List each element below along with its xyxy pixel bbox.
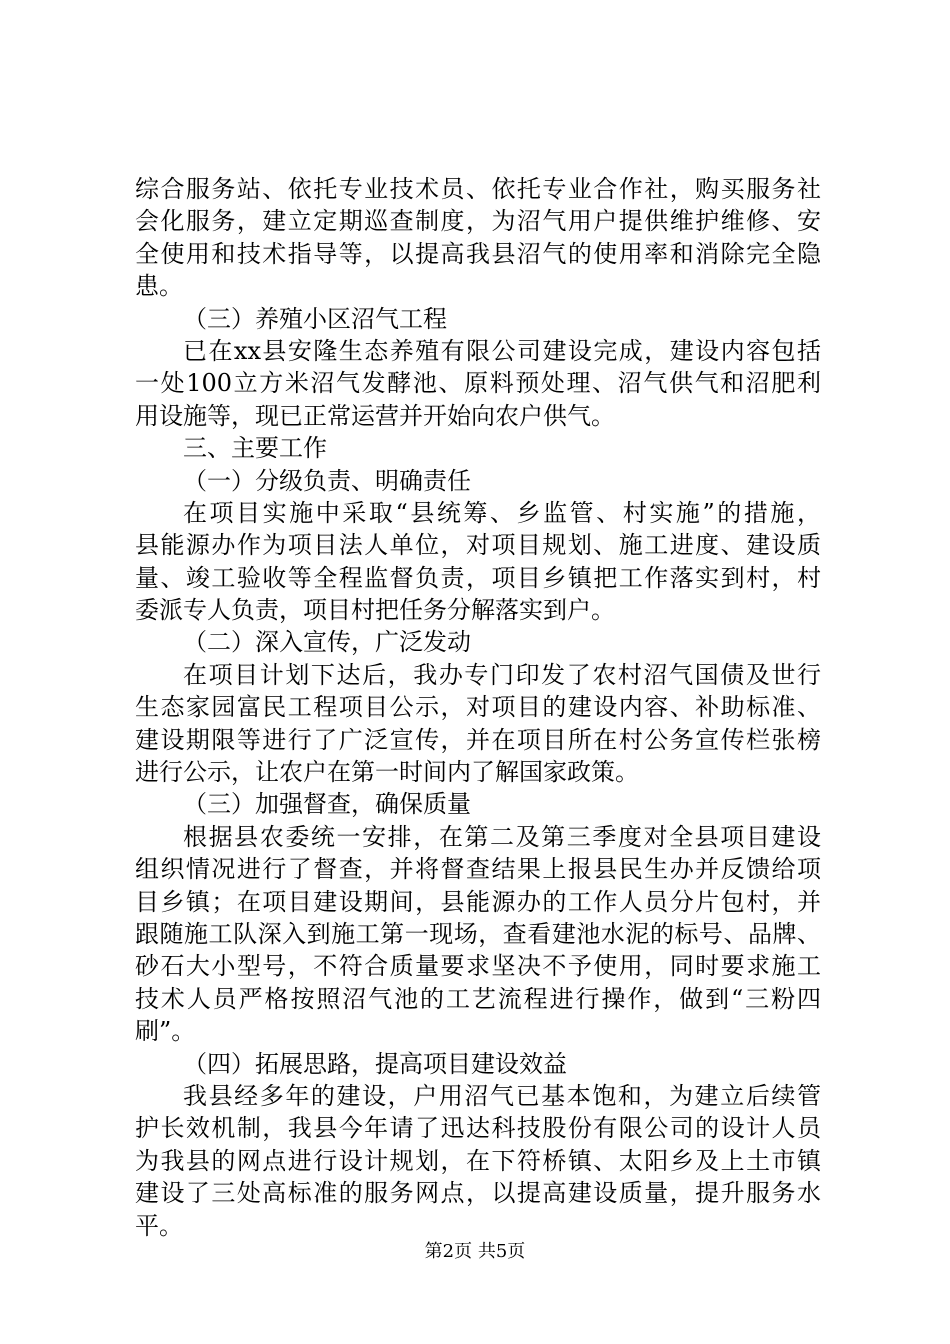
text-line: 根据县农委统一安排，在第二及第三季度对全县项目建设 — [183, 822, 821, 851]
text-line: 刷”。 — [135, 1017, 196, 1046]
text-line: （三）养殖小区沼气工程 — [183, 304, 447, 333]
text-line: 县能源办作为项目法人单位，对项目规划、施工进度、建设质 — [135, 531, 821, 560]
text-line: 三、主要工作 — [183, 434, 327, 463]
text-line: 为我县的网点进行设计规划，在下符桥镇、太阳乡及上土市镇 — [135, 1146, 821, 1175]
text-line: 砂石大小型号，不符合质量要求坚决不予使用，同时要求施工 — [135, 952, 821, 981]
text-line: 量、竣工验收等全程监督负责，项目乡镇把工作落实到村，村 — [135, 563, 821, 592]
text-line: （二）深入宣传，广泛发动 — [183, 628, 471, 657]
text-line: 组织情况进行了督查，并将督查结果上报县民生办并反馈给项 — [135, 855, 821, 884]
text-line: 护长效机制，我县今年请了迅达科技股份有限公司的设计人员 — [135, 1114, 821, 1143]
text-line: 会化服务，建立定期巡查制度，为沼气用户提供维护维修、安 — [135, 207, 821, 236]
text-line: 生态家园富民工程项目公示，对项目的建设内容、补助标准、 — [135, 693, 821, 722]
text-line: 患。 — [135, 272, 183, 301]
text-line: 已在xx县安隆生态养殖有限公司建设完成，建设内容包括 — [183, 336, 821, 365]
page-footer: 第2页 共5页 — [424, 1241, 526, 1262]
text-line: 建设期限等进行了广泛宣传，并在项目所在村公务宣传栏张榜 — [135, 725, 821, 754]
text-line: 一处100立方米沼气发酵池、原料预处理、沼气供气和沼肥利 — [135, 369, 821, 398]
text-line: （三）加强督查，确保质量 — [183, 790, 471, 819]
text-line: 目乡镇；在项目建设期间，县能源办的工作人员分片包村，并 — [135, 887, 821, 916]
text-line: 技术人员严格按照沼气池的工艺流程进行操作，做到“三粉四 — [135, 984, 821, 1013]
text-line: 用设施等，现已正常运营并开始向农户供气。 — [135, 401, 615, 430]
text-line: 在项目实施中采取“县统筹、乡监管、村实施”的措施， — [183, 498, 821, 527]
text-line: （四）拓展思路，提高项目建设效益 — [183, 1049, 567, 1078]
text-line: （一）分级负责、明确责任 — [183, 466, 471, 495]
text-line: 综合服务站、依托专业技术员、依托专业合作社，购买服务社 — [135, 175, 821, 203]
document-body — [135, 173, 821, 1242]
text-line: 委派专人负责，项目村把任务分解落实到户。 — [135, 596, 615, 625]
text-line: 跟随施工队深入到施工第一现场，查看建池水泥的标号、品牌、 — [135, 919, 821, 948]
text-line: 进行公示，让农户在第一时间内了解国家政策。 — [135, 758, 639, 787]
text-line: 我县经多年的建设，户用沼气已基本饱和，为建立后续管 — [183, 1081, 821, 1110]
text-line: 平。 — [135, 1211, 183, 1240]
text-line: 在项目计划下达后，我办专门印发了农村沼气国债及世行 — [183, 660, 821, 689]
text-line: 建设了三处高标准的服务网点，以提高建设质量，提升服务水 — [135, 1179, 821, 1208]
text-line: 全使用和技术指导等，以提高我县沼气的使用率和消除完全隐 — [135, 239, 821, 268]
